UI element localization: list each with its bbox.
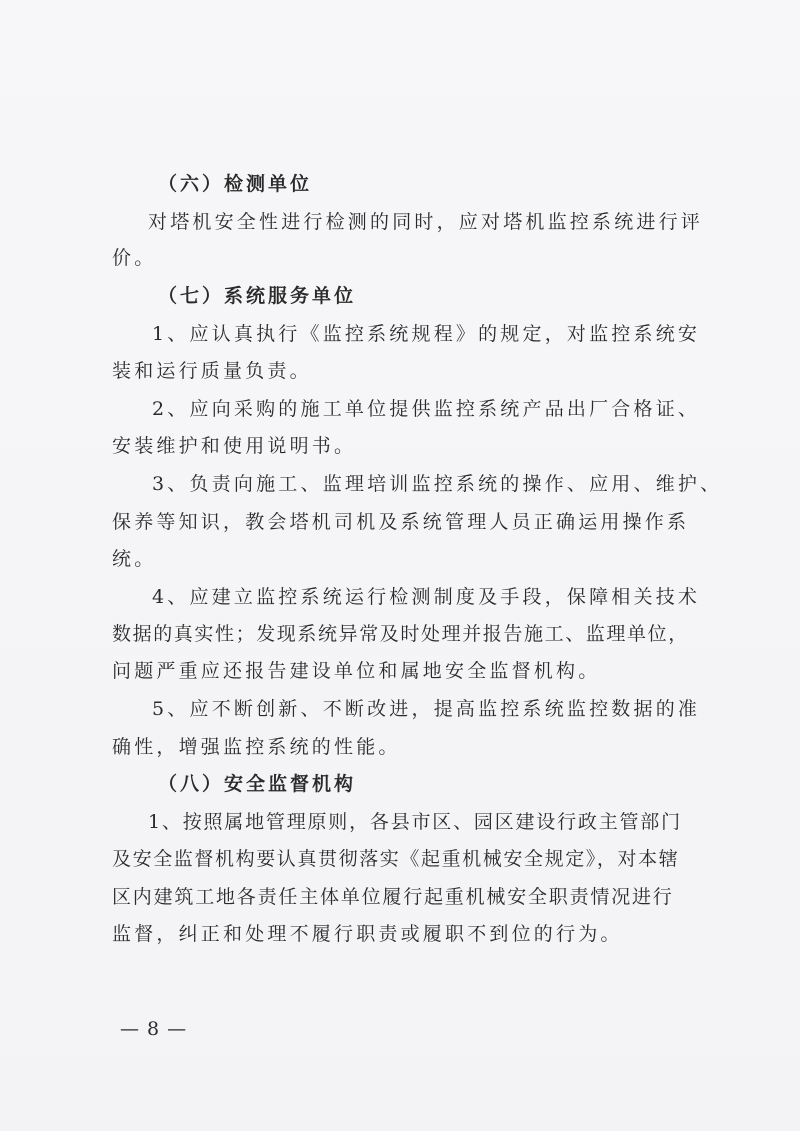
page-number: — 8 — <box>120 1018 188 1040</box>
paragraph-line: 对塔机安全性进行检测的同时，应对塔机监控系统进行评 <box>148 211 704 233</box>
section-heading-7: （七）系统服务单位 <box>158 285 357 307</box>
list-item-line: 2、应向采购的施工单位提供监控系统产品出厂合格证、 <box>152 398 701 420</box>
list-item-line: 5、应不断创新、不断改进，提高监控系统监控数据的准 <box>152 698 701 720</box>
list-item-line: 数据的真实性；发现系统异常及时处理并报告施工、监理单位， <box>112 623 689 645</box>
section-heading-6: （六）检测单位 <box>158 173 313 195</box>
list-item-line: 4、应建立监控系统运行检测制度及手段，保障相关技术 <box>152 586 701 608</box>
section-heading-8: （八）安全监督机构 <box>158 773 357 795</box>
list-item-line: 装和运行质量负责。 <box>112 360 312 382</box>
paragraph-line: 价。 <box>112 247 157 269</box>
list-item-line: 保养等知识，教会塔机司机及系统管理人员正确运用操作系 <box>112 511 690 533</box>
list-item-line: 监督，纠正和处理不履行职责或履职不到位的行为。 <box>112 923 623 945</box>
list-item-line: 确性，增强监控系统的性能。 <box>112 736 401 758</box>
list-item-line: 统。 <box>112 548 157 570</box>
list-item-line: 及安全监督机构要认真贯彻落实《起重机械安全规定》，对本辖 <box>112 848 680 870</box>
list-item-line: 1、应认真执行《监控系统规程》的规定，对监控系统安 <box>152 323 701 345</box>
list-item-line: 区内建筑工地各责任主体单位履行起重机械安全职责情况进行 <box>112 886 674 908</box>
list-item-line: 3、负责向施工、监理培训监控系统的操作、应用、维护、 <box>152 473 723 495</box>
list-item-line: 安装维护和使用说明书。 <box>112 435 357 457</box>
list-item-line: 问题严重应还报告建设单位和属地安全监督机构。 <box>112 660 601 682</box>
list-item-line: 1、按照属地管理原则，各县市区、园区建设行政主管部门 <box>148 811 682 833</box>
